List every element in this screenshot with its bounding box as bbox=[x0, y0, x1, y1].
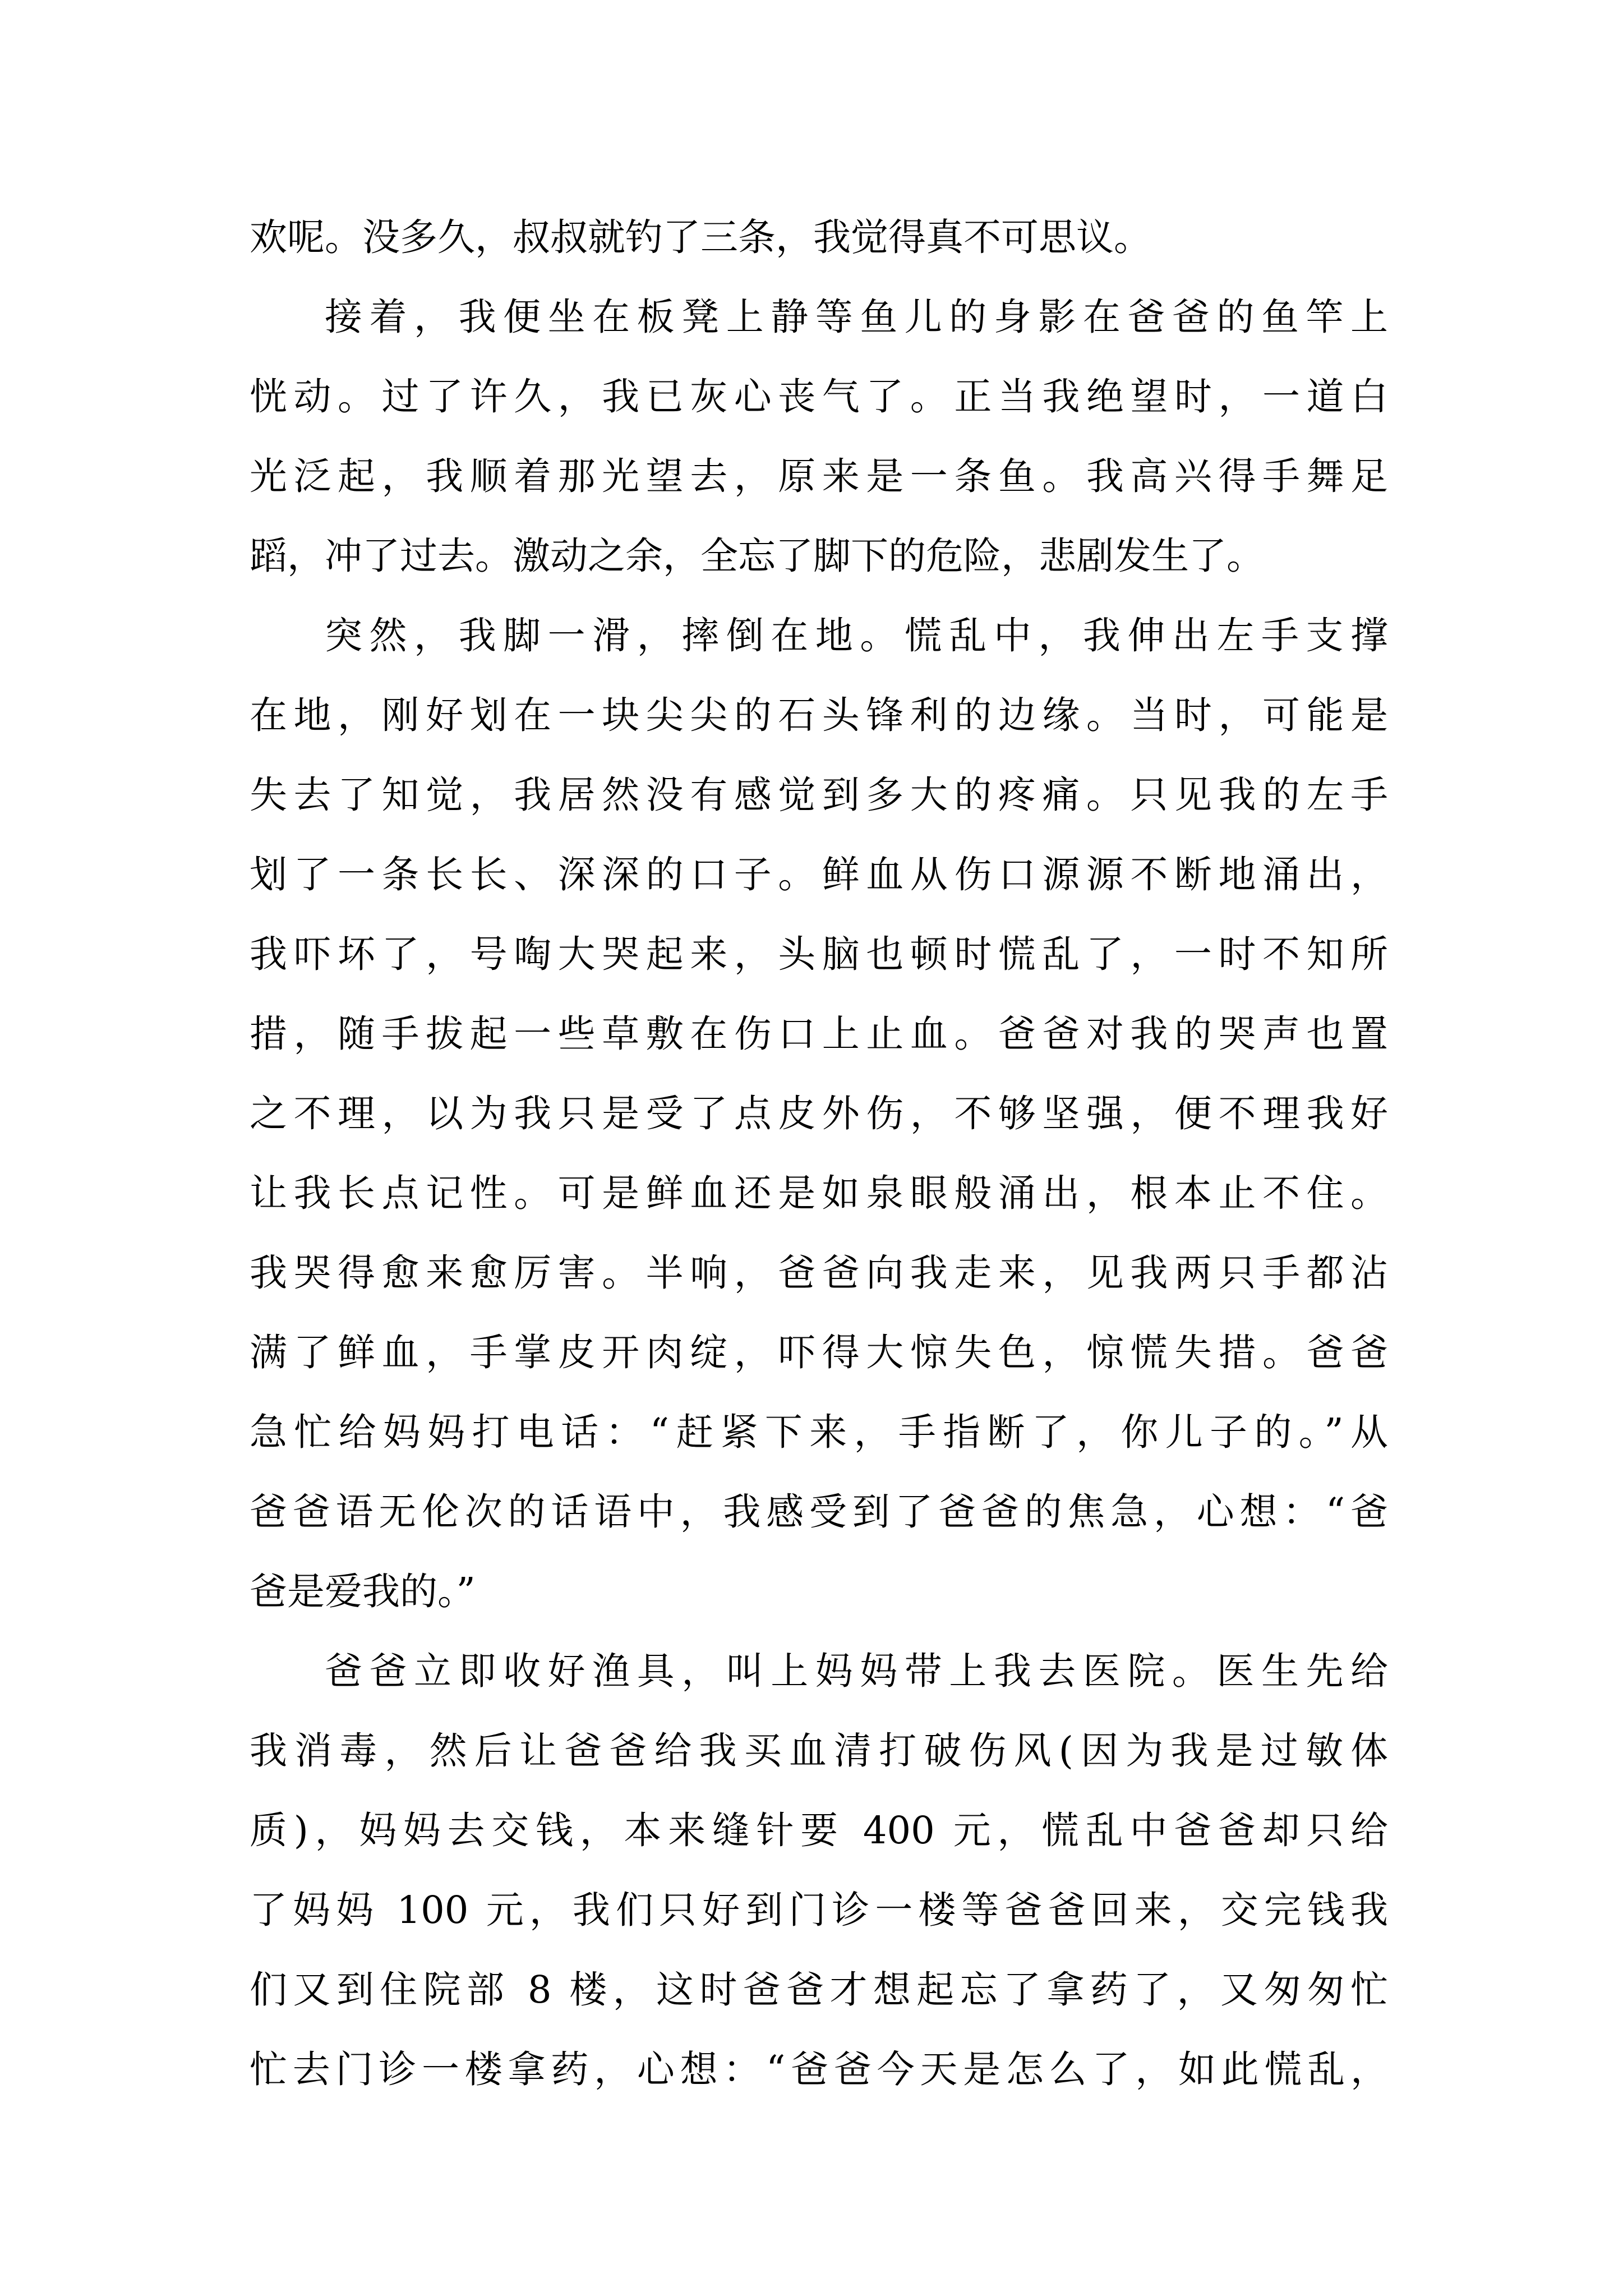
text-line: 爸是爱我的。” bbox=[250, 1570, 476, 1613]
text-line: 措，随手拔起一些草敷在伤口上止血。爸爸对我的哭声也置 bbox=[250, 1012, 1388, 1056]
text-line: 急忙给妈妈打电话：“赶紧下来，手指断了，你儿子的。”从 bbox=[250, 1410, 1388, 1454]
text-line: 蹈，冲了过去。激动之余，全忘了脚下的危险，悲剧发生了。 bbox=[250, 534, 1264, 578]
text-line: 爸爸语无伦次的话语中，我感受到了爸爸的焦急，心想：“爸 bbox=[250, 1490, 1388, 1534]
document-body-text bbox=[250, 197, 1388, 2109]
paragraph-first-line: 突然，我脚一滑，摔倒在地。慌乱中，我伸出左手支撑 bbox=[325, 614, 1388, 657]
text-line: 划了一条长长、深深的口子。鲜血从伤口源源不断地涌出， bbox=[250, 853, 1388, 896]
text-line: 我消毒，然后让爸爸给我买血清打破伤风(因为我是过敏体 bbox=[250, 1729, 1388, 1773]
text-line: 我吓坏了，号啕大哭起来，头脑也顿时慌乱了，一时不知所 bbox=[250, 932, 1388, 976]
text-line: 了妈妈 100 元，我们只好到门诊一楼等爸爸回来，交完钱我 bbox=[250, 1888, 1388, 1932]
paragraph-first-line: 爸爸立即收好渔具，叫上妈妈带上我去医院。医生先给 bbox=[325, 1649, 1388, 1693]
text-line: 恍动。过了许久，我已灰心丧气了。正当我绝望时，一道白 bbox=[250, 375, 1388, 418]
text-line: 质)，妈妈去交钱，本来缝针要 400 元，慌乱中爸爸却只给 bbox=[250, 1809, 1388, 1852]
text-line: 我哭得愈来愈厉害。半响，爸爸向我走来，见我两只手都沾 bbox=[250, 1251, 1388, 1295]
text-line: 们又到住院部 8 楼，这时爸爸才想起忘了拿药了，又匆匆忙 bbox=[250, 1968, 1388, 2012]
text-line: 在地，刚好划在一块尖尖的石头锋利的边缘。当时，可能是 bbox=[250, 693, 1388, 737]
text-line: 之不理，以为我只是受了点皮外伤，不够坚强，便不理我好 bbox=[250, 1092, 1388, 1135]
text-line: 光泛起，我顺着那光望去，原来是一条鱼。我高兴得手舞足 bbox=[250, 454, 1388, 498]
text-line: 欢呢。没多久，叔叔就钓了三条，我觉得真不可思议。 bbox=[250, 215, 1151, 259]
paragraph-first-line: 接着，我便坐在板凳上静等鱼儿的身影在爸爸的鱼竿上 bbox=[325, 295, 1388, 339]
text-line: 忙去门诊一楼拿药，心想：“爸爸今天是怎么了，如此慌乱， bbox=[250, 2047, 1388, 2091]
text-line: 让我长点记性。可是鲜血还是如泉眼般涌出，根本止不住。 bbox=[250, 1171, 1388, 1215]
text-line: 失去了知觉，我居然没有感觉到多大的疼痛。只见我的左手 bbox=[250, 773, 1388, 817]
text-line: 满了鲜血，手掌皮开肉绽，吓得大惊失色，惊慌失措。爸爸 bbox=[250, 1331, 1388, 1374]
